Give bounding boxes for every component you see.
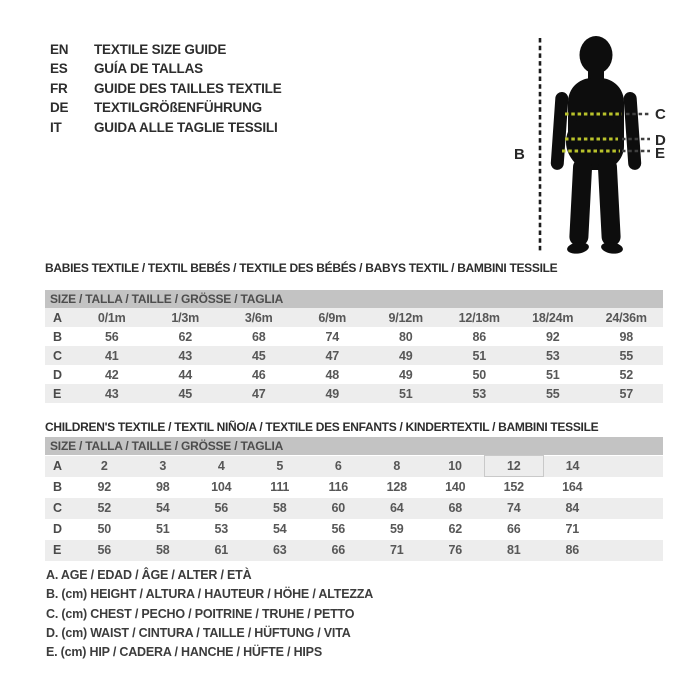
measurement-cell: 53 <box>214 522 228 536</box>
measurement-cell: 41 <box>75 346 149 365</box>
measurement-cell: 74 <box>485 498 544 519</box>
measurement-cell: 66 <box>506 522 521 536</box>
table-row-d <box>45 365 663 384</box>
language-row <box>50 79 282 98</box>
measurement-cell: 116 <box>328 480 349 494</box>
measurement-cell: 42 <box>104 367 119 382</box>
legend-line-age: A. AGE / EDAD / ÂGE / ALTER / ETÀ <box>46 568 252 582</box>
measurement-cell: 71 <box>368 540 427 561</box>
measurement-cell: 74 <box>325 329 339 344</box>
measurement-cell: 128 <box>386 480 407 494</box>
measurement-cell: 92 <box>545 329 560 344</box>
language-code: ES <box>50 61 68 77</box>
filler-cell <box>602 477 664 498</box>
measurement-cell: 86 <box>472 329 486 344</box>
measurement-cell: 57 <box>590 384 664 403</box>
figure-label-d: D <box>655 132 666 149</box>
row-label: E <box>45 540 75 561</box>
filler-cell <box>602 498 664 519</box>
language-code: IT <box>50 119 62 135</box>
measurement-cell: 60 <box>309 498 368 519</box>
measurement-figure <box>488 18 693 263</box>
size-cell: 3/6m <box>222 308 296 327</box>
measurement-cell: 61 <box>192 540 251 561</box>
measurement-cell: 56 <box>104 329 119 344</box>
table-row-d <box>45 519 663 540</box>
measurement-cell: 49 <box>398 367 413 382</box>
measurement-cell: 50 <box>472 367 486 382</box>
measurement-cell: 54 <box>272 522 287 536</box>
language-row <box>50 98 282 117</box>
measurement-cell: 80 <box>398 329 413 344</box>
measurement-cell: 43 <box>75 384 149 403</box>
measurement-cell: 71 <box>565 522 579 536</box>
measurement-cell: 59 <box>389 522 404 536</box>
row-label: E <box>45 384 75 403</box>
language-label: GUÍA DE TALLAS <box>94 61 203 77</box>
size-cell: 3 <box>134 456 193 477</box>
babies-size-table <box>45 308 663 403</box>
language-row <box>50 59 282 78</box>
language-label: GUIDE DES TAILLES TEXTILE <box>94 80 282 96</box>
measurement-cell: 44 <box>178 367 192 382</box>
size-cell: 8 <box>368 456 427 477</box>
measurement-cell: 86 <box>543 540 602 561</box>
row-label: A <box>45 456 75 477</box>
row-label: D <box>53 367 62 382</box>
measurement-cell: 58 <box>251 498 310 519</box>
measurement-cell: 47 <box>296 346 370 365</box>
size-cell: 9/12m <box>369 308 443 327</box>
measurement-cell: 52 <box>75 498 134 519</box>
measurement-cell: 92 <box>97 480 111 494</box>
measurement-cell: 55 <box>516 384 590 403</box>
measurement-cell: 52 <box>619 367 633 382</box>
measurement-cell: 51 <box>443 346 517 365</box>
babies-section-title: BABIES TEXTILE / TEXTIL BEBÉS / TEXTILE DES BÉBÉS / BABYS TEXTIL / BAMBINI TESSILE <box>45 261 558 275</box>
size-cell: 5 <box>251 456 310 477</box>
language-code: DE <box>50 100 69 116</box>
measurement-cell: 56 <box>192 498 251 519</box>
measurement-cell: 98 <box>619 329 633 344</box>
language-row <box>50 118 282 137</box>
figure-label-b: B <box>514 146 525 163</box>
measurement-cell: 54 <box>134 498 193 519</box>
table-row-b <box>45 327 663 346</box>
filler-cell <box>602 540 664 561</box>
measurement-cell: 53 <box>443 384 517 403</box>
legend-line-height: B. (cm) HEIGHT / ALTURA / HAUTEUR / HÖHE / ALTEZZA <box>46 587 374 602</box>
measurement-cell: 68 <box>251 329 266 344</box>
measurement-cell: 58 <box>134 540 193 561</box>
legend-line-waist: D. (cm) WAIST / CINTURA / TAILLE / HÜFTUNG / VITA <box>46 625 351 640</box>
size-cell: 24/36m <box>590 308 664 327</box>
language-label: TEXTILGRÖßENFÜHRUNG <box>94 100 262 116</box>
measurement-cell: 111 <box>270 480 290 494</box>
row-label: C <box>45 498 75 519</box>
measurement-cell: 140 <box>445 480 466 494</box>
table-row-e <box>45 384 663 403</box>
language-row <box>50 40 282 59</box>
size-cell: 1/3m <box>149 308 223 327</box>
size-cell: 4 <box>192 456 251 477</box>
measurement-cell: 45 <box>149 384 223 403</box>
measurement-cell: 43 <box>149 346 223 365</box>
language-list <box>50 40 282 137</box>
children-size-header-bar: SIZE / TALLA / TAILLE / GRÖSSE / TAGLIA <box>45 437 663 455</box>
measurement-cell: 51 <box>155 522 170 536</box>
measurement-cell: 62 <box>178 329 192 344</box>
measurement-cell: 152 <box>503 480 524 495</box>
filler-cell <box>602 456 664 477</box>
measurement-cell: 49 <box>369 346 443 365</box>
table-row-a <box>45 308 663 327</box>
row-label: D <box>53 522 62 536</box>
measurement-cell: 51 <box>369 384 443 403</box>
babies-size-header-bar: SIZE / TALLA / TAILLE / GRÖSSE / TAGLIA <box>45 290 663 308</box>
children-section <box>45 420 663 561</box>
measurement-cell: 62 <box>448 522 462 536</box>
children-size-table <box>45 455 663 561</box>
measurement-cell: 64 <box>368 498 427 519</box>
row-label: C <box>45 346 75 365</box>
size-cell: 18/24m <box>516 308 590 327</box>
figure-label-c: C <box>655 106 666 123</box>
measurement-legend <box>46 566 373 662</box>
table-row-c <box>45 498 663 519</box>
row-label: A <box>45 308 75 327</box>
table-row-a <box>45 456 663 477</box>
children-section-title: CHILDREN'S TEXTILE / TEXTIL NIÑO/A / TEXTILE DES ENFANTS / KINDERTEXTIL / BAMBINI TESSILE <box>45 420 599 434</box>
measurement-cell: 47 <box>222 384 296 403</box>
legend-line-hip: E. (cm) HIP / CADERA / HANCHE / HÜFTE / HIPS <box>46 645 322 660</box>
measurement-cell: 56 <box>331 522 345 536</box>
table-row-c <box>45 346 663 365</box>
figure-label-e: E <box>655 145 666 162</box>
measurement-cell: 50 <box>97 522 111 536</box>
size-cell: 10 <box>426 456 485 477</box>
size-cell: 14 <box>543 456 602 477</box>
language-code: EN <box>50 42 69 57</box>
baby-silhouette-icon <box>550 36 641 255</box>
row-label: B <box>53 329 62 344</box>
measurement-cell: 81 <box>485 540 544 561</box>
measurement-cell: 104 <box>211 480 232 494</box>
size-cell: 6/9m <box>296 308 370 327</box>
measurement-cell: 46 <box>251 367 266 382</box>
size-cell: 0/1m <box>75 308 149 327</box>
legend-line-chest: C. (cm) CHEST / PECHO / POITRINE / TRUHE / PETTO <box>46 606 355 621</box>
measurement-cell: 98 <box>155 480 170 494</box>
measurement-cell: 84 <box>543 498 602 519</box>
table-row-e <box>45 540 663 561</box>
language-label: TEXTILE SIZE GUIDE <box>94 42 227 57</box>
measurement-cell: 56 <box>75 540 134 561</box>
measurement-cell: 68 <box>426 498 485 519</box>
size-cell: 12/18m <box>443 308 517 327</box>
size-cell: 6 <box>309 456 368 477</box>
measurement-cell: 63 <box>251 540 310 561</box>
measurement-cell: 49 <box>296 384 370 403</box>
measurement-cell: 164 <box>562 480 583 494</box>
measurement-cell: 76 <box>426 540 485 561</box>
row-label: B <box>53 480 62 494</box>
highlighted-size-cell: 12 <box>485 456 544 477</box>
filler-cell <box>602 519 664 540</box>
size-cell: 2 <box>75 456 134 477</box>
measurement-cell: 48 <box>325 367 339 382</box>
measurement-cell: 51 <box>545 367 560 382</box>
babies-section <box>45 261 663 403</box>
table-row-b <box>45 477 663 498</box>
language-code: FR <box>50 80 68 96</box>
language-label: GUIDA ALLE TAGLIE TESSILI <box>94 119 278 135</box>
measurement-cell: 45 <box>222 346 296 365</box>
measurement-cell: 66 <box>309 540 368 561</box>
measurement-cell: 55 <box>590 346 664 365</box>
measurement-cell: 53 <box>516 346 590 365</box>
